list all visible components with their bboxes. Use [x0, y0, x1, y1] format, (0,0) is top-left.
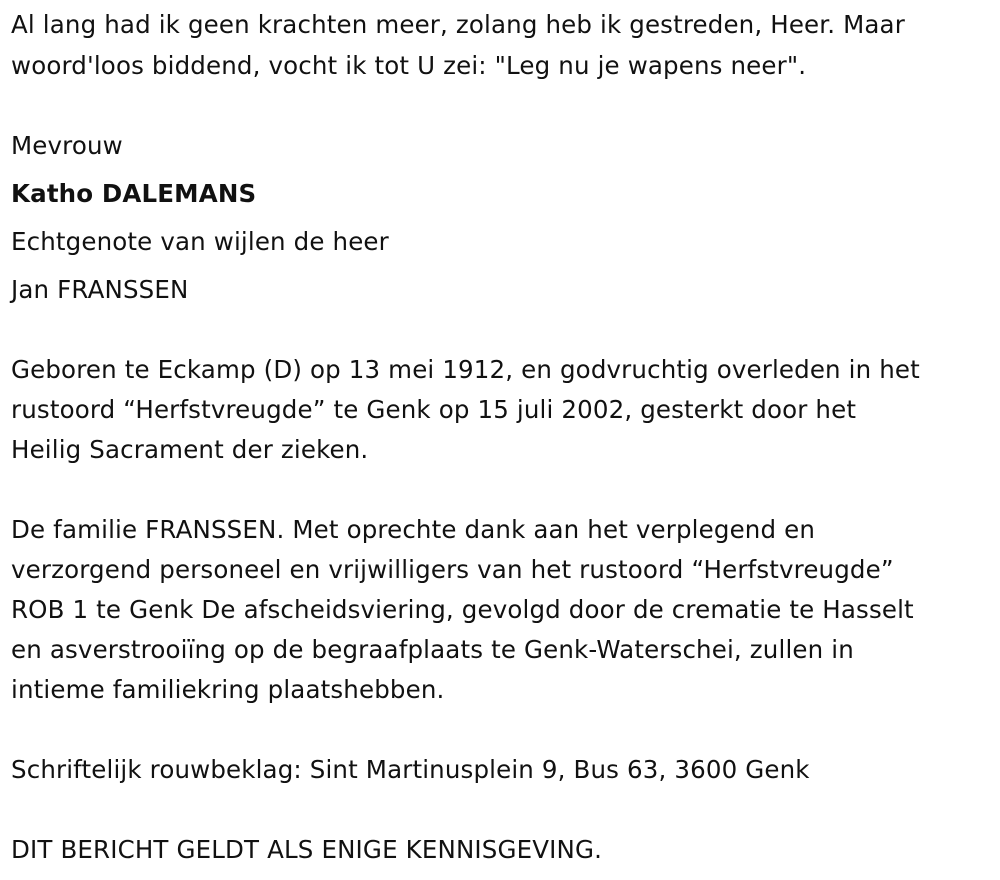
family-message-line-4: en asverstrooiïng op de begraafplaats te Genk-Waterschei, zullen in [11, 635, 854, 664]
family-message-line-3: ROB 1 te Genk De afscheidsviering, gevolgd door de crematie te Hasselt [11, 595, 914, 624]
condolence-address: Schriftelijk rouwbeklag: Sint Martinusplein 9, Bus 63, 3600 Genk [11, 755, 810, 784]
verse-line-1: Al lang had ik geen krachten meer, zolang heb ik gestreden, Heer. Maar [11, 10, 905, 39]
deceased-title: Mevrouw [11, 131, 123, 160]
birth-death-line-3: Heilig Sacrament der zieken. [11, 435, 369, 464]
family-message-line-2: verzorgend personeel en vrijwilligers van het rustoord “Herfstvreugde” [11, 555, 894, 584]
deceased-name: Katho DALEMANS [11, 179, 257, 208]
sole-notice: DIT BERICHT GELDT ALS ENIGE KENNISGEVING. [11, 835, 603, 864]
spouse-name: Jan FRANSSEN [11, 275, 189, 304]
family-message-line-5: intieme familiekring plaatshebben. [11, 675, 445, 704]
birth-death-line-2: rustoord “Herfstvreugde” te Genk op 15 juli 2002, gesterkt door het [11, 395, 857, 424]
deceased-relation: Echtgenote van wijlen de heer [11, 227, 389, 256]
family-message-line-1: De familie FRANSSEN. Met oprechte dank aan het verplegend en [11, 515, 816, 544]
birth-death-line-1: Geboren te Eckamp (D) op 13 mei 1912, en godvruchtig overleden in het [11, 355, 920, 384]
verse-line-2: woord'loos biddend, vocht ik tot U zei: "Leg nu je wapens neer". [11, 51, 807, 80]
